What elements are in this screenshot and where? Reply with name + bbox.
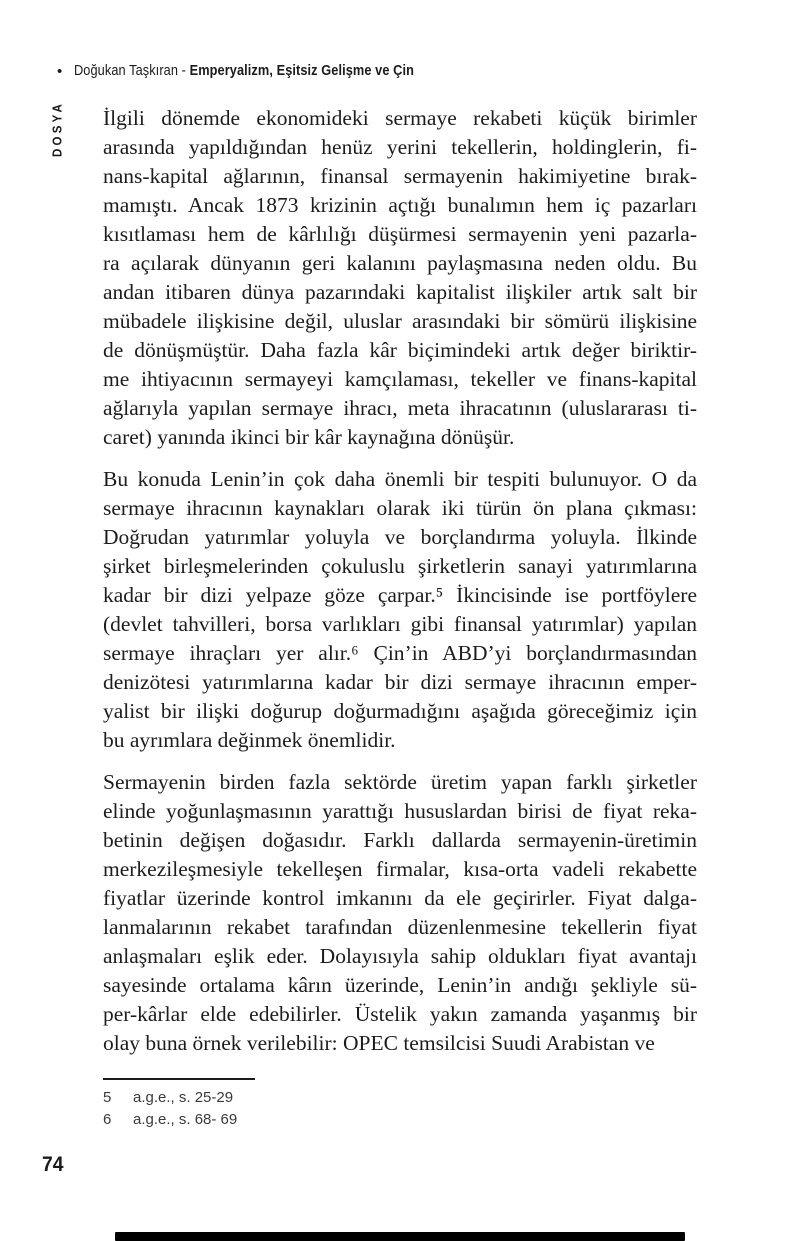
text-line: kadar bir dizi yelpaze göze çarpar.⁵ İkincisinde ise portföylere [103,583,697,607]
body-text [103,104,697,1071]
text-line: fiyatlar üzerinde kontrol imkanını da ele geçirirler. Fiyat dalga- [103,886,697,910]
section-label-box [46,86,68,172]
paragraph [103,465,697,755]
section-label-dosya: DOSYA [50,101,64,157]
home-indicator-bar [115,1232,685,1241]
footnote-number: 6 [103,1111,112,1128]
footnote-text: a.g.e., s. 68- 69 [133,1111,238,1128]
text-line: bu ayrımlara değinmek önemlidir. [103,728,396,752]
text-line: denizötesi yatırımlarına kadar bir dizi sermaye ihracının emper- [103,670,697,694]
text-line: kısıtlaması hem de kârlılığı düşürmesi sermayenin yeni pazarla- [103,222,697,246]
page-number: 74 [42,1153,64,1176]
text-line: me ihtiyacının sermayeyi kamçılaması, tekeller ve finans-kapital [103,367,697,391]
text-line: (devlet tahvilleri, borsa varlıkları gibi finansal yatırımlar) yapılan [103,612,697,636]
text-line: ra açılarak dünyanın geri kalanını paylaşmasına neden oldu. Bu [103,251,697,275]
footnote [103,1087,255,1109]
footnotes [103,1078,255,1131]
footnote-text: a.g.e., s. 25-29 [133,1089,234,1106]
text-line: sermaye ihraçları yer alır.⁶ Çin’in ABD’yi borçlandırmasından [103,641,697,665]
text-line: arasında yapıldığından henüz yerini tekellerin, holdinglerin, fi- [103,135,697,159]
text-line: sayesinde ortalama kârın üzerinde, Lenin’in andığı şekliyle sü- [103,973,697,997]
footnote-separator-rule [103,1078,255,1080]
text-line: İlgili dönemde ekonomideki sermaye rekabeti küçük birimler [103,106,697,130]
text-line: betinin değişen doğasıdır. Farklı dallarda sermayenin-üretimin [103,828,697,852]
running-header [57,63,461,79]
book-title: Emperyalizm, Eşitsiz Gelişme ve Çin [189,63,415,79]
text-line: sermaye ihracının kaynakları olarak iki türün ön plana çıkması: [103,496,697,520]
footnote-list [103,1087,255,1131]
text-line: ağlarıyla yapılan sermaye ihracı, meta ihracatının (uluslararası ti- [103,396,697,420]
text-line: Doğrudan yatırımlar yoluyla ve borçlandırma yoluyla. İlkinde [103,525,697,549]
footnote-number: 5 [103,1089,112,1106]
text-line: mamıştı. Ancak 1873 krizinin açtığı bunalımın hem iç pazarları [103,193,697,217]
text-line: andan itibaren dünya pazarındaki kapitalist ilişkiler artık salt bir [103,280,697,304]
text-line: Bu konuda Lenin’in çok daha önemli bir tespiti bulunuyor. O da [103,467,697,491]
text-line: olay buna örnek verilebilir: OPEC temsilcisi Suudi Arabistan ve [103,1031,655,1055]
paragraph [103,104,697,452]
text-line: merkezileşmesiyle tekelleşen firmalar, kısa-orta vadeli rekabette [103,857,697,881]
text-line: caret) yanında ikinci bir kâr kaynağına dönüşür. [103,425,515,449]
text-line: mübadele ilişkisine değil, uluslar arasındaki bir sömürü ilişkisine [103,309,697,333]
text-line: şirket birleşmelerinden çokuluslu şirketlerin sanayi yatırımlarına [103,554,697,578]
text-line: Sermayenin birden fazla sektörde üretim yapan farklı şirketler [103,770,697,794]
text-line: yalist bir ilişki doğurup doğurmadığını aşağıda göreceğimiz için [103,699,697,723]
text-line: per-kârlar elde edebilirler. Üstelik yakın zamanda yaşanmış bir [103,1002,697,1026]
bullet-icon: • [57,62,63,80]
author-name: Doğukan Taşkıran - [74,63,190,79]
text-line: anlaşmaları eşlik eder. Dolayısıyla sahip oldukları fiyat avantajı [103,944,697,968]
running-header-text [74,63,414,79]
text-line: lanmalarının rekabet tarafından düzenlenmesine tekellerin fiyat [103,915,697,939]
text-line: nans-kapital ağlarının, finansal sermayenin hakimiyetine bırak- [103,164,697,188]
text-line: elinde yoğunlaşmasının yarattığı hususlardan birisi de fiyat reka- [103,799,697,823]
footnote [103,1109,255,1131]
text-line: de dönüşmüştür. Daha fazla kâr biçimindeki artık değer biriktir- [103,338,697,362]
paragraph [103,768,697,1058]
